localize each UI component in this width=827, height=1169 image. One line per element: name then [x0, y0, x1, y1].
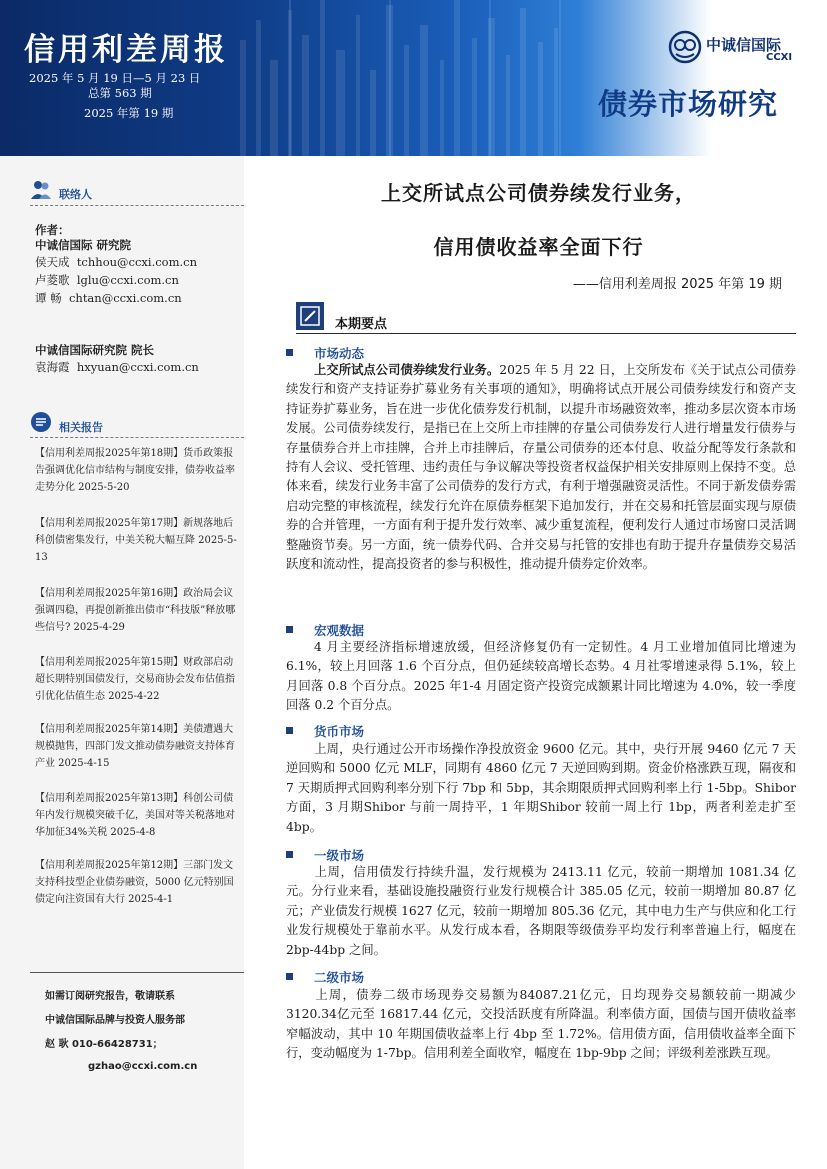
related-report-icon	[30, 411, 52, 433]
contact-phone: 赵 耿 010-66428731；	[45, 1039, 163, 1050]
report-title: 信用利差周报	[24, 32, 228, 68]
paragraph-body: 4 月主要经济指标增速放缓，但经济修复仍有一定韧性。4 月工业增加值同比增速为 6.1%，较上月回落 1.6 个百分点，但仍延续较高增长态势。4 月社零增速录得 5.1%，较上月回落 0.8 个百分点。2025 年1-4 月固定资产投资完成额累计同比增速为 4.0%，较一季度回落 0.2 个百分点。	[286, 640, 796, 713]
authors-label: 作者：	[35, 223, 70, 237]
ccxi-logo	[668, 30, 808, 70]
author-email[interactable]: lglu@ccxi.com.cn	[76, 273, 179, 287]
section-paragraph	[286, 638, 796, 716]
related-report-link[interactable]: 【信用利差周报2025年第14期】美债遭遇大规模抛售，四部门发文推动债券融资支持体育产业 2025-4-15	[35, 724, 235, 769]
main-title-line2: 信用债收益率全面下行	[433, 235, 644, 259]
dean-name: 袁海霞	[35, 360, 70, 374]
key-points-title: 本期要点	[335, 317, 388, 332]
ccxi-logo-icon	[668, 30, 702, 64]
author-email[interactable]: tchhou@ccxi.com.cn	[76, 255, 197, 269]
key-points-rule	[296, 333, 796, 334]
bullet-square-icon	[286, 973, 293, 980]
main-title-line1: 上交所试点公司债券续发行业务，	[381, 181, 696, 205]
section-heading: 一级市场	[286, 846, 364, 864]
dean-row	[35, 359, 199, 375]
section-paragraph	[286, 986, 796, 1064]
section-heading: 市场动态	[286, 344, 364, 362]
bullet-square-icon	[286, 851, 293, 858]
section-heading: 二级市场	[286, 968, 364, 986]
section-heading: 宏观数据	[286, 621, 364, 639]
bullet-square-icon	[286, 349, 293, 356]
sidebar-divider	[30, 437, 244, 439]
related-report-link[interactable]: 【信用利差周报2025年第13期】科创公司债年内发行规模突破千亿，美国对等关税落地对华加征34%关税 2025-4-8	[35, 793, 235, 838]
paragraph-body: 2025 年 5 月 22 日，上交所发布《关于试点公司债券续发行和资产支持证券扩募业务有关事项的通知》，明确将试点开展公司债券续发行和资产支持证券扩募业务，旨在进一步优化债券发行机制，以提升市场融资效率，推动多层次资本市场发展。公司债券续发行，是指已在上交所上市挂牌的存量公司债券发行人进行增量发行债券与存量债券合并上市挂牌，合并上市挂牌后，存量公司债券的还本付息、收益分配等发行条款和持有人会议、受托管理、违约责任与争议解决等投资者权益保护相关安排原则上保持不变。总体来看，续发行业务丰富了公司债券的发行方式，有利于增强融资灵活性。不同于新发债券需启动完整的审核流程，续发行允许在原债券框架下追加发行，并在交易和托管层面实现与原债券的合并管理，一方面有利于提升发行效率、减少重复流程，便利发行人通过市场窗口灵活调整融资节奏。另一方面，统一债券代码、合并交易与托管的安排也有助于提升存量债券交易活跃度和流动性，提高投资者的参与积极性，推动提升债券定价效率。	[286, 363, 796, 572]
date-range: 2025 年 5 月 19 日—5 月 23 日	[29, 71, 201, 85]
related-report-link[interactable]: 【信用利差周报2025年第15期】财政部启动超长期特别国债发行，交易商协会发布估值指引优化估值生态 2025-4-22	[35, 657, 235, 702]
lead-sentence: 上交所试点公司债券续发行业务。	[314, 363, 500, 377]
author-name: 卢菱歌	[35, 273, 70, 287]
paragraph-body: 上周，央行通过公开市场操作净投放资金 9600 亿元。其中，央行开展 9460 亿元 7 天逆回购和 5000 亿元 MLF，同期有 4860 亿元 7 天逆回购到期。资金价格涨跌互现，隔夜和 7 天期质押式回购利率分别下行 7bp 和 5bp，其余期限质押式回购利率上行 1-5bp。Shibor 方面，3 月期Shibor 与前一周持平，1 年期Shibor 较前一周上行 1bp，两者利差走扩至 4bp。	[286, 742, 796, 834]
related-report-link[interactable]: 【信用利差周报2025年第17期】新规落地后科创债密集发行，中美关税大幅互降 2025-5-13	[35, 518, 237, 563]
contact-label: 联络人	[59, 188, 92, 201]
building-bars-graphic	[230, 0, 630, 156]
sidebar-divider	[30, 972, 244, 974]
related-report-link[interactable]: 【信用利差周报2025年第12期】三部门发文支持科技型企业债券融资，5000 亿元特别国债定向注资国有大行 2025-4-1	[35, 860, 234, 905]
author-row	[35, 290, 182, 306]
logo-name-en: CCXI	[766, 52, 793, 63]
section-paragraph	[286, 740, 796, 837]
section-paragraph	[286, 361, 796, 574]
main-subtitle: ——信用利差周报 2025 年第 19 期	[572, 277, 782, 292]
related-report-link[interactable]: 【信用利差周报2025年第18期】货币政策报告强调优化信市结构与制度安排，债券收益率走势分化 2025-5-20	[35, 448, 235, 493]
header-banner	[0, 0, 827, 156]
author-name: 谭 畅	[35, 291, 62, 305]
issue-total: 总第 563 期	[88, 86, 152, 100]
section-paragraph	[286, 863, 796, 960]
related-label: 相关报告	[59, 421, 103, 434]
related-report-link[interactable]: 【信用利差周报2025年第16期】政治局会议强调四稳，再提创新推出债市“科技版”释放哪些信号? 2025-4-29	[35, 588, 236, 633]
institute-name: 中诚信国际 研究院	[35, 238, 132, 252]
contact-email[interactable]: gzhao@ccxi.com.cn	[88, 1061, 198, 1072]
author-row	[35, 254, 197, 270]
bullet-square-icon	[286, 626, 293, 633]
section-heading: 货币市场	[286, 722, 364, 740]
bullet-square-icon	[286, 727, 293, 734]
paragraph-body: 上周，信用债发行持续升温，发行规模为 2413.11 亿元，较前一期增加 1081.34 亿元。分行业来看，基础设施投融资行业发行规模合计 385.05 亿元，较前一期增加 80.87 亿元；产业债发行规模 1627 亿元，较前一期增加 805.36 亿元，其中电力生产与供应和化工行业发行规模处于靠前水平。从发行成本看，各期限等级债券平均发行利率普遍上行，幅度在 2bp-44bp 之间。	[286, 865, 796, 957]
author-email[interactable]: chtan@ccxi.com.cn	[68, 291, 182, 305]
issue-year: 2025 年第 19 期	[84, 106, 174, 120]
paragraph-body: 上周，债券二级市场现券交易额为84087.21亿元，日均现券交易额较前一期减少3120.34亿元至 16817.44 亿元，交投活跃度有所降温。利率债方面，国债与国开债收益率窄幅波动，其中 10 年期国债收益率上行 4bp 至 1.72%。信用债方面，信用债收益率全面下行，变动幅度为 1-7bp。信用利差全面收窄，幅度在 1bp-9bp 之间；评级利差涨跌互现。	[286, 988, 796, 1061]
author-name: 侯天成	[35, 255, 70, 269]
sidebar-divider	[30, 205, 244, 207]
series-name: 债券市场研究	[598, 87, 779, 121]
author-row	[35, 272, 179, 288]
dept-line: 中诚信国际品牌与投资人服务部	[45, 1015, 185, 1026]
logo-name-cn: 中诚信国际	[706, 36, 782, 54]
dean-label: 中诚信国际研究院 院长	[35, 343, 155, 357]
contact-person-icon	[30, 178, 52, 200]
subscribe-line: 如需订阅研究报告，敬请联系	[45, 991, 175, 1002]
dean-email[interactable]: hxyuan@ccxi.com.cn	[76, 360, 199, 374]
key-points-icon	[296, 302, 324, 330]
